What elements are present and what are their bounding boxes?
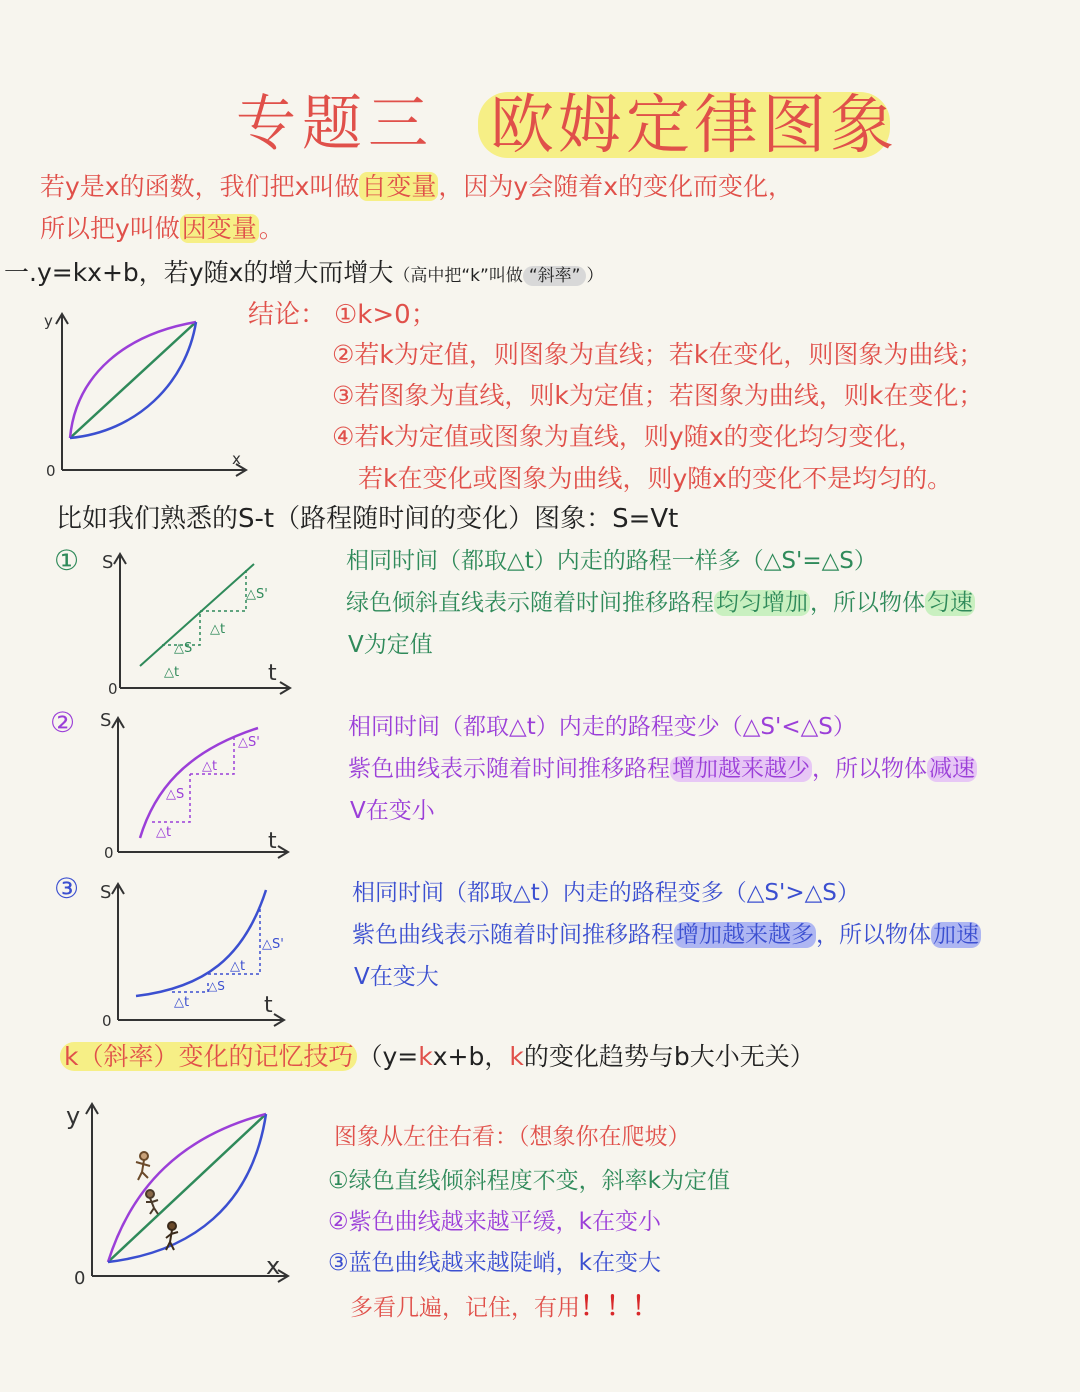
delta-s-prime-label: △S' — [238, 735, 260, 750]
case2-line2: 紫色曲线表示随着时间推移路程增加越来越少，所以物体减速 — [348, 756, 975, 782]
memory-line4: 多看几遍，记住，有用！！！ — [350, 1292, 659, 1322]
memory-line1: ①绿色直线倾斜程度不变，斜率k为定值 — [328, 1168, 730, 1194]
origin-label: 0 — [102, 1012, 112, 1028]
conclusion-4b: 若k在变化或图象为曲线，则y随x的变化不是均匀的。 — [358, 464, 953, 493]
s-label: S — [102, 552, 114, 573]
t-axis — [118, 846, 288, 858]
case2-line1: 相同时间（都取△t）内走的路程变少（△S'<△S） — [348, 714, 856, 740]
memory-intro: 图象从左往右看：（想象你在爬坡） — [334, 1124, 691, 1150]
climber-figure-2 — [146, 1190, 158, 1214]
delta-t-label-1: △t — [210, 622, 226, 637]
st-heading: 比如我们熟悉的S-t（路程随时间的变化）图象：S=Vt — [56, 504, 679, 534]
green-line — [108, 1114, 266, 1262]
section1-heading: 一.y=kx+b，若y随x的增大而增大（高中把“k”叫做 “斜率” ） — [4, 258, 604, 287]
x-label: x — [266, 1252, 281, 1280]
case2-graph — [94, 712, 294, 862]
graph-y-kx-b — [36, 304, 256, 484]
delta-t-label-2: △t — [164, 665, 180, 680]
delta-s-label: △S — [208, 979, 225, 993]
case2-number: ② — [50, 706, 76, 739]
conclusion-4a: ④若k为定值或图象为直线，则y随x的变化均匀变化， — [332, 422, 924, 451]
blue-curve — [136, 890, 266, 996]
x-label: x — [232, 450, 241, 468]
climber-figure-3 — [166, 1222, 178, 1250]
case1-graph — [96, 548, 296, 698]
case3-graph — [94, 878, 294, 1028]
memory-line3: ③蓝色曲线越来越陡峭，k在变大 — [328, 1250, 661, 1276]
delta-t-label-2: △t — [174, 995, 190, 1010]
memory-line2: ②紫色曲线越来越平缓，k在变小 — [328, 1209, 661, 1235]
origin-label: 0 — [104, 844, 114, 862]
y-label: y — [44, 312, 53, 330]
case2-line3: V在变小 — [350, 798, 435, 824]
y-axis — [56, 314, 68, 470]
x-axis — [62, 464, 246, 476]
case3-number: ③ — [54, 872, 80, 905]
t-label: t — [264, 993, 273, 1018]
delta-s-prime-label: △S' — [262, 937, 284, 952]
delta-s-prime-label: △S' — [246, 587, 268, 602]
s-axis — [112, 718, 124, 852]
green-line — [140, 564, 254, 666]
graph-slope-memory — [62, 1096, 298, 1288]
conclusion-1: ①k>0； — [334, 300, 437, 330]
delta-s-label: △S — [174, 641, 193, 656]
case1-line2: 绿色倾斜直线表示随着时间推移路程均匀增加，所以物体匀速 — [346, 590, 973, 616]
t-label: t — [268, 829, 277, 854]
memory-heading: k（斜率）变化的记忆技巧 （y=kx+b，k的变化趋势与b大小无关） — [60, 1042, 815, 1072]
intro-line2: 所以把y叫做因变量。 — [40, 214, 284, 243]
x-axis — [92, 1270, 288, 1282]
s-label: S — [100, 712, 112, 731]
s-axis — [112, 884, 124, 1020]
case3-line3: V在变大 — [354, 964, 439, 990]
case3-line2: 紫色曲线表示随着时间推移路程增加越来越多，所以物体加速 — [352, 922, 979, 948]
case3-line1: 相同时间（都取△t）内走的路程变多（△S'>△S） — [352, 880, 860, 906]
t-label: t — [268, 661, 277, 686]
t-axis — [120, 682, 290, 694]
conclusion-2: ②若k为定值，则图象为直线；若k在变化，则图象为曲线； — [332, 340, 984, 369]
y-axis — [86, 1104, 98, 1276]
delta-t-label-1: △t — [230, 959, 246, 974]
intro-line1: 若y是x的函数，我们把x叫做自变量，因为y会随着x的变化而变化， — [40, 172, 793, 201]
conclusion-label: 结论： — [248, 300, 327, 330]
case1-line1: 相同时间（都取△t）内走的路程一样多（△S'=△S） — [346, 548, 877, 574]
s-label: S — [100, 882, 112, 903]
s-axis — [114, 554, 126, 688]
delta-t-label-2: △t — [156, 825, 172, 840]
title-part1: 专题三 — [236, 89, 434, 159]
y-label: y — [66, 1102, 81, 1130]
origin-label: 0 — [108, 680, 118, 698]
delta-s-label: △S — [166, 787, 185, 802]
origin-label: 0 — [46, 462, 56, 480]
conclusion-3: ③若图象为直线，则k为定值；若图象为曲线，则k在变化； — [332, 381, 984, 410]
case1-number: ① — [54, 544, 80, 577]
delta-t-label-1: △t — [202, 759, 218, 774]
t-axis — [118, 1014, 284, 1026]
climber-figure-1 — [136, 1152, 150, 1180]
case1-line3: V为定值 — [348, 632, 433, 658]
title-part2: 欧姆定律图象 — [490, 89, 898, 163]
green-line — [70, 322, 196, 438]
origin-label: 0 — [74, 1268, 86, 1288]
